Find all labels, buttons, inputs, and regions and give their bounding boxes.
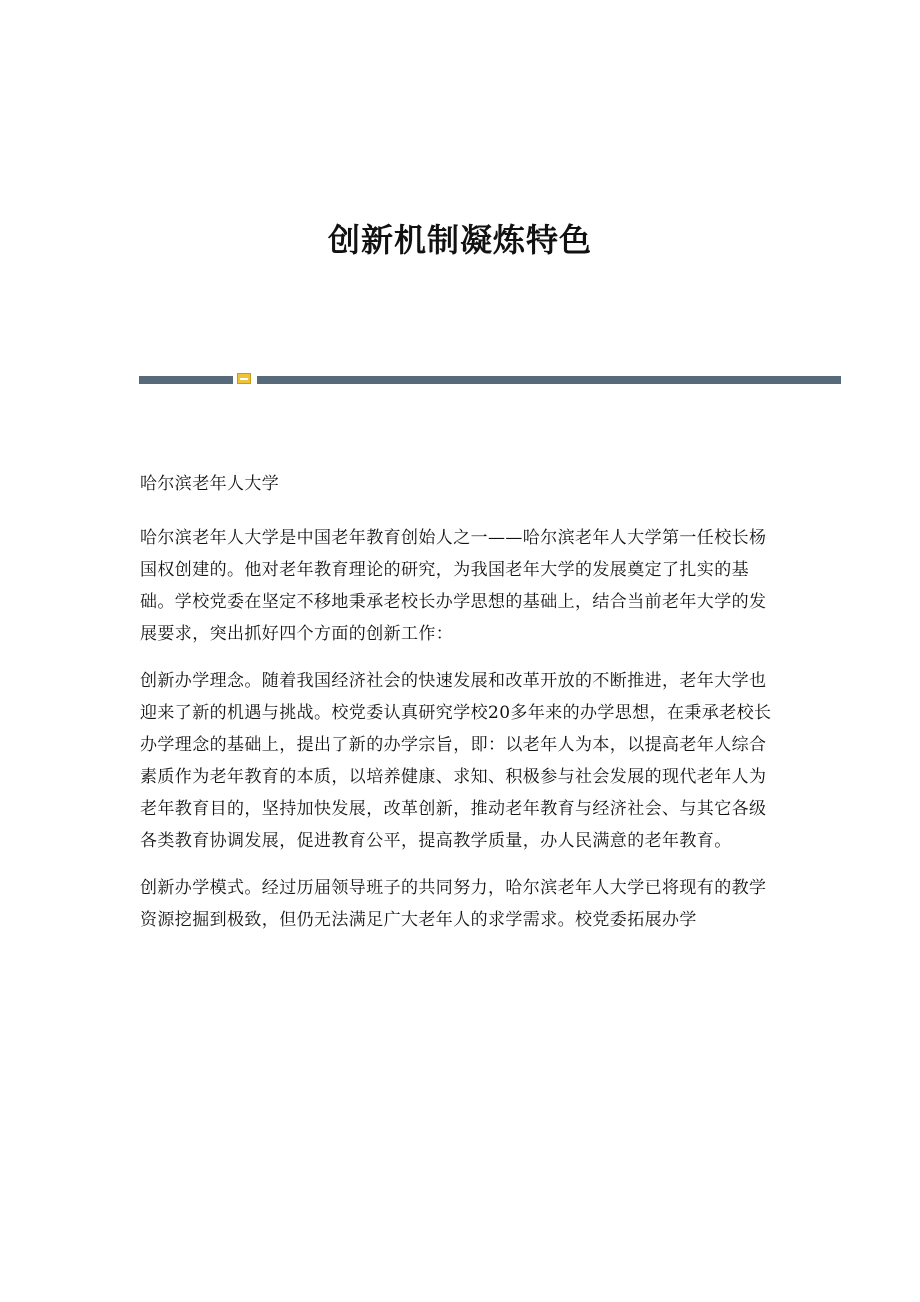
document-title: 创新机制凝炼特色 xyxy=(327,221,592,259)
paragraph-model: 创新办学模式。经过历届领导班子的共同努力，哈尔滨老年人大学已将现有的教学资源挖掘到极致，但仍无法满足广大老年人的求学需求。校党委拓展办学 xyxy=(140,878,767,930)
paragraph-concept: 创新办学理念。随着我国经济社会的快速发展和改革开放的不断推进，老年大学也迎来了新的机遇与挑战。校党委认真研究学校20多年来的办学思想，在秉承老校长办学理念的基础上，提出了新的办学宗旨，即：以老年人为本，以提高老年人综合素质作为老年教育的本质，以培养健康、求知、积极参与社会发展的现代老年人为老年教育目的，坚持加快发展，改革创新，推动老年教育与经济社会、与其它各级各类教育协调发展，促进教育公平，提高教学质量，办人民满意的老年教育。 xyxy=(140,671,772,851)
divider-ornament-icon xyxy=(237,373,251,384)
paragraph-intro: 哈尔滨老年人大学是中国老年教育创始人之一——哈尔滨老年人大学第一任校长杨国权创建的。他对老年教育理论的研究，为我国老年大学的发展奠定了扎实的基础。学校党委在坚定不移地秉承老校长办学思想的基础上，结合当前老年大学的发展要求，突出抓好四个方面的创新工作： xyxy=(140,528,767,644)
author-line: 哈尔滨老年人大学 xyxy=(140,474,280,494)
divider-bar-left xyxy=(139,376,233,384)
document-body xyxy=(140,468,780,951)
divider-bar-right xyxy=(257,376,841,384)
title-divider xyxy=(139,372,841,386)
